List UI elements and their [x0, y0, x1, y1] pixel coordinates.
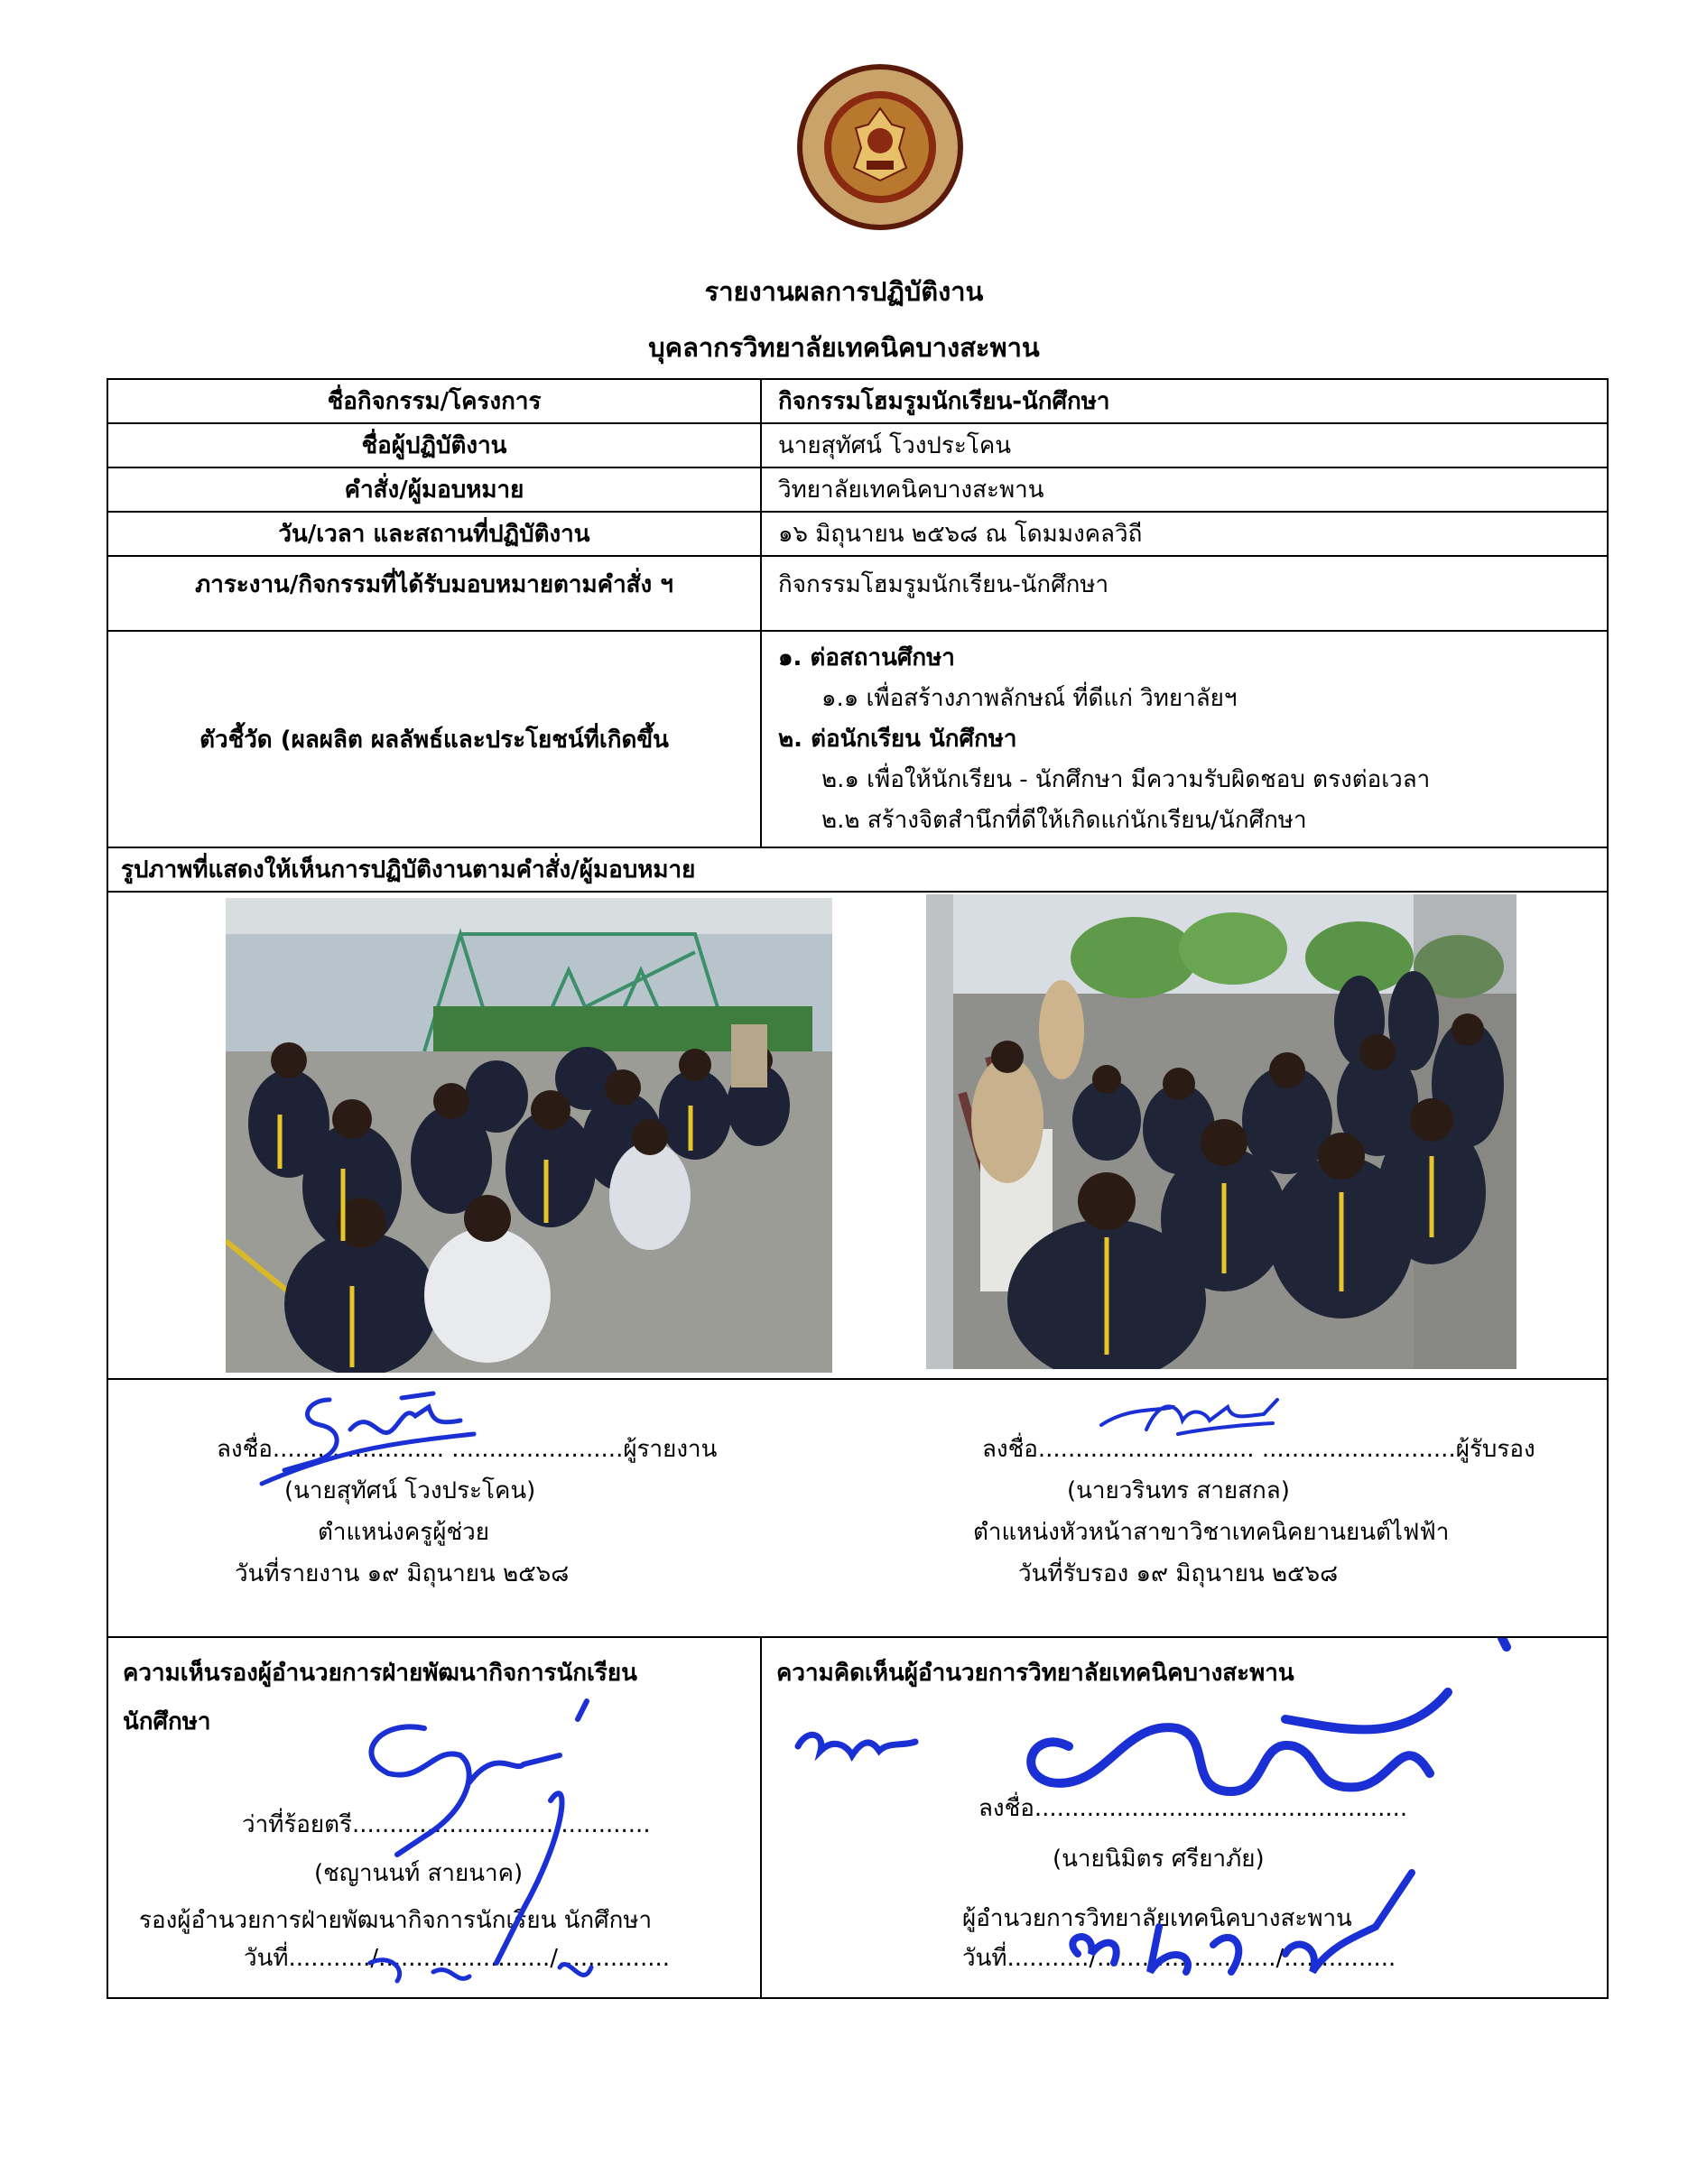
field-value: นายสุทัศน์ โวงประโคน: [761, 423, 1608, 467]
field-label: ภาระงาน/กิจกรรมที่ได้รับมอบหมายตามคำสั่ง ฯ: [107, 556, 761, 631]
photos-heading-row: [107, 847, 1608, 892]
director-name: (นายนิมิตร ศรียาภัย): [1053, 1846, 1265, 1873]
deputy-opinion-heading-2: นักศึกษา: [123, 1708, 211, 1735]
deputy-name: (ชญานนท์ สายนาค): [314, 1860, 524, 1887]
indicators-list: [761, 631, 1608, 847]
reporter-name: (นายสุทัศน์ โวงประโคน): [284, 1477, 536, 1504]
field-value: กิจกรรมโฮมรูมนักเรียน-นักศึกษา: [761, 379, 1608, 423]
field-value: ๑๖ มิถุนายน ๒๕๖๘ ณ โดมมงคลวิถี: [761, 512, 1608, 556]
reporter-sign-line: ลงชื่อ....................... .......................ผู้รายงาน: [217, 1436, 718, 1463]
indicator-item-2-1: ๒.๑ เพื่อให้นักเรียน - นักศึกษา มีความรับผิดชอบ ตรงต่อเวลา: [821, 765, 1431, 793]
certifier-position: ตำแหน่งหัวหน้าสาขาวิชาเทคนิคยานยนต์ไฟฟ้า: [973, 1519, 1450, 1546]
deputy-position: รองผู้อำนวยการฝ่ายพัฒนากิจการนักเรียน นักศึกษา: [139, 1907, 653, 1934]
deputy-sign-line: ว่าที่ร้อยตรี........................................: [242, 1811, 651, 1838]
report-subtitle: บุคลากรวิทยาลัยเทคนิคบางสะพาน: [648, 332, 1040, 363]
field-value: กิจกรรมโฮมรูมนักเรียน-นักศึกษา: [761, 556, 1608, 631]
director-date-line: วันที่.........../......................../...............: [962, 1945, 1396, 1972]
indicators-row: [107, 631, 1608, 847]
opinions-row: [107, 1637, 1608, 1998]
deputy-signature: [289, 1692, 686, 1999]
director-position: ผู้อำนวยการวิทยาลัยเทคนิคบางสะพาน: [962, 1905, 1352, 1932]
field-label: คำสั่ง/ผู้มอบหมาย: [107, 467, 761, 512]
table-row: [107, 512, 1608, 556]
director-opinion-cell: [761, 1637, 1608, 1998]
reporter-date: วันที่รายงาน ๑๙ มิถุนายน ๒๕๖๘: [235, 1560, 570, 1587]
photos-heading: รูปภาพที่แสดงให้เห็นการปฏิบัติงานตามคำสั่ง/ผู้มอบหมาย: [107, 847, 1608, 892]
certifier-sign-line: ลงชื่อ............................. ..........................ผู้รับรอง: [982, 1436, 1535, 1463]
field-label: ชื่อผู้ปฏิบัติงาน: [107, 423, 761, 467]
deputy-opinion-heading: ความเห็นรองผู้อำนวยการฝ่ายพัฒนากิจการนักเรียน: [123, 1660, 637, 1687]
certifier-name: (นายวรินทร สายสกล): [1067, 1477, 1290, 1504]
activity-photo-1: [226, 898, 832, 1373]
reporter-position: ตำแหน่งครูผู้ช่วย: [318, 1519, 489, 1546]
table-row: [107, 423, 1608, 467]
indicators-label: ตัวชี้วัด (ผลผลิต ผลลัพธ์และประโยชน์ที่เกิดขึ้น: [107, 631, 761, 847]
indicator-heading-2: ๒. ต่อนักเรียน นักศึกษา: [778, 725, 1017, 753]
activity-photo-2: [926, 894, 1516, 1369]
table-row: [107, 467, 1608, 512]
director-sign-line: ลงชื่อ..................................................: [978, 1795, 1408, 1822]
report-title: รายงานผลการปฏิบัติงาน: [704, 276, 984, 307]
indicator-item-2-2: ๒.๒ สร้างจิตสำนึกที่ดีให้เกิดแก่นักเรียน/นักศึกษา: [821, 806, 1307, 834]
field-label: วัน/เวลา และสถานที่ปฏิบัติงาน: [107, 512, 761, 556]
signatures-row: [107, 1379, 1608, 1637]
table-row: [107, 379, 1608, 423]
field-label: ชื่อกิจกรรม/โครงการ: [107, 379, 761, 423]
certifier-date: วันที่รับรอง ๑๙ มิถุนายน ๒๕๖๘: [1018, 1560, 1339, 1587]
reporter-signature: [244, 1380, 478, 1488]
photos-row: [107, 892, 1608, 1379]
signatures-cell: [107, 1379, 1608, 1637]
field-value: วิทยาลัยเทคนิคบางสะพาน: [761, 467, 1608, 512]
indicator-heading-1: ๑. ต่อสถานศึกษา: [778, 643, 955, 671]
table-row: [107, 556, 1608, 631]
deputy-opinion-cell: [107, 1637, 761, 1998]
college-seal-logo: [794, 61, 966, 233]
director-signature: [780, 1638, 1511, 1999]
photos-cell: [107, 892, 1608, 1379]
report-table: [107, 378, 1609, 1999]
director-opinion-heading: ความคิดเห็นผู้อำนวยการวิทยาลัยเทคนิคบางสะพาน: [776, 1660, 1294, 1687]
deputy-date-line: วันที่.........../......................./...............: [244, 1945, 670, 1972]
certifier-signature: [1092, 1389, 1291, 1452]
indicator-item-1-1: ๑.๑ เพื่อสร้างภาพลักษณ์ ที่ดีแก่ วิทยาลัยฯ: [821, 684, 1238, 712]
